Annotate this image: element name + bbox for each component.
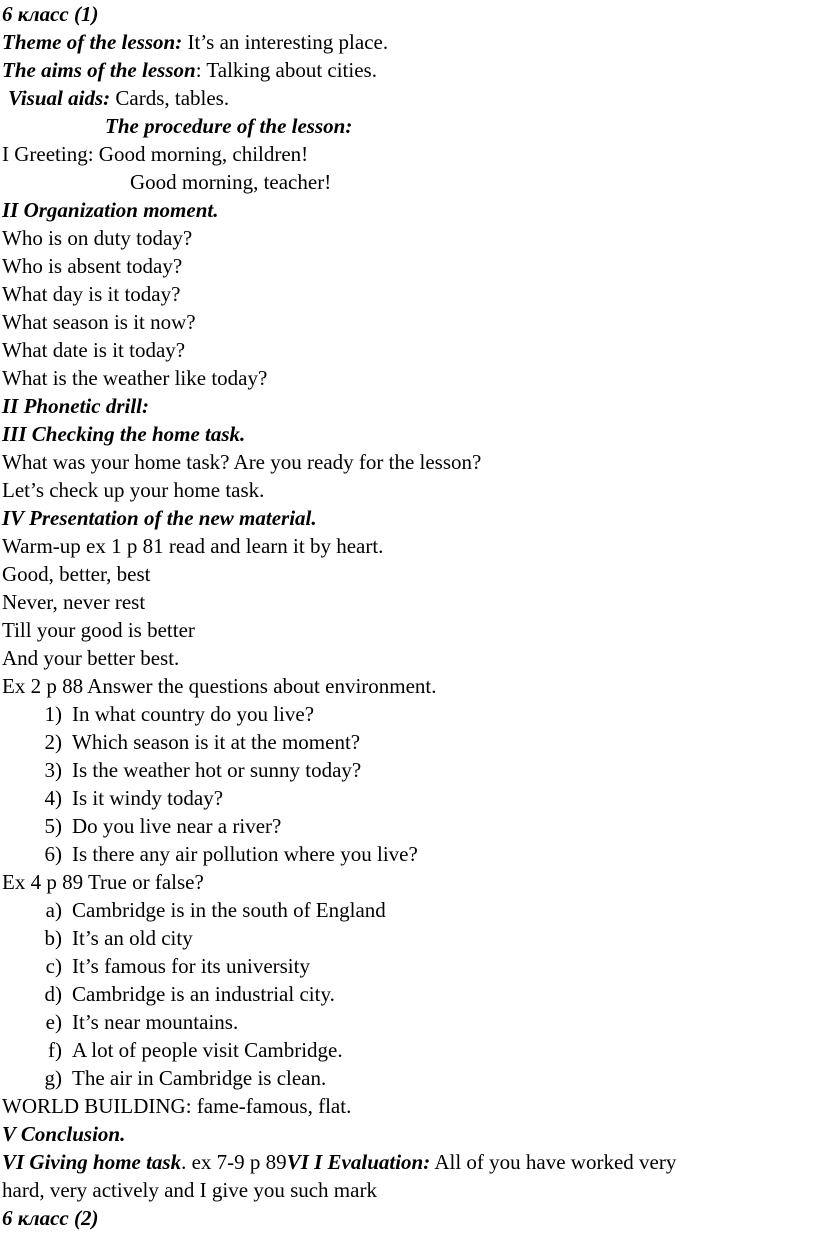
theme-line bbox=[2, 28, 388, 56]
org-question: What is the weather like today? bbox=[2, 366, 268, 390]
list-item bbox=[30, 784, 223, 812]
list-text: Which season is it at the moment? bbox=[72, 730, 361, 754]
list-text: Is it windy today? bbox=[72, 786, 224, 810]
poem-line: And your better best. bbox=[2, 646, 180, 670]
list-marker: 1) bbox=[44, 702, 62, 726]
list-item bbox=[30, 840, 418, 868]
homework-heading: III Checking the home task. bbox=[2, 422, 246, 446]
org-question: Who is absent today? bbox=[2, 254, 183, 278]
list-marker: f) bbox=[48, 1038, 62, 1062]
evaluation-text: All of you have worked very bbox=[430, 1150, 677, 1174]
theme-value: It’s an interesting place. bbox=[182, 30, 389, 54]
list-text: The air in Cambridge is clean. bbox=[72, 1066, 327, 1090]
aims-line bbox=[2, 56, 377, 84]
visual-aids-label: Visual aids: bbox=[8, 86, 111, 110]
list-marker: c) bbox=[45, 954, 62, 978]
list-text: Is there any air pollution where you live? bbox=[72, 842, 418, 866]
list-marker: 2) bbox=[44, 730, 62, 754]
list-text: It’s famous for its university bbox=[72, 954, 310, 978]
giving-home-task-heading: VI Giving home task bbox=[2, 1150, 182, 1174]
procedure-title: The procedure of the lesson: bbox=[105, 114, 353, 138]
list-text: Cambridge is in the south of England bbox=[72, 898, 386, 922]
homework-line-2: Let’s check up your home task. bbox=[2, 478, 265, 502]
list-marker: b) bbox=[44, 926, 62, 950]
list-item bbox=[30, 896, 386, 924]
greeting-line-2: Good morning, teacher! bbox=[130, 170, 332, 194]
aims-value: : Talking about cities. bbox=[195, 58, 377, 82]
list-item bbox=[30, 756, 361, 784]
list-text: It’s near mountains. bbox=[72, 1010, 239, 1034]
list-item bbox=[30, 952, 310, 980]
org-question: Who is on duty today? bbox=[2, 226, 193, 250]
giving-home-task-line bbox=[2, 1148, 676, 1176]
org-question: What day is it today? bbox=[2, 282, 181, 306]
list-item bbox=[30, 728, 360, 756]
list-text: Do you live near a river? bbox=[72, 814, 282, 838]
list-text: A lot of people visit Cambridge. bbox=[72, 1038, 343, 1062]
list-text: In what country do you live? bbox=[72, 702, 315, 726]
list-item bbox=[30, 1036, 343, 1064]
list-item bbox=[30, 924, 193, 952]
world-building-line: WORLD BUILDING: fame-famous, flat. bbox=[2, 1094, 352, 1118]
poem-line: Good, better, best bbox=[2, 562, 151, 586]
evaluation-label: VI I Evaluation: bbox=[286, 1150, 431, 1174]
greeting-line-1: I Greeting: Good morning, children! bbox=[2, 142, 309, 166]
list-text: Cambridge is an industrial city. bbox=[72, 982, 335, 1006]
class-label-2: 6 класс (2) bbox=[2, 1206, 99, 1230]
ex4-line: Ex 4 p 89 True or false? bbox=[2, 870, 204, 894]
list-marker: a) bbox=[45, 898, 62, 922]
theme-label: Theme of the lesson: bbox=[2, 30, 183, 54]
list-text: It’s an old city bbox=[72, 926, 193, 950]
aims-label: The aims of the lesson bbox=[2, 58, 196, 82]
list-item bbox=[30, 700, 314, 728]
list-marker: 5) bbox=[44, 814, 62, 838]
giving-home-task-text: . ex 7-9 p 89 bbox=[181, 1150, 287, 1174]
visual-aids-value: Cards, tables. bbox=[110, 86, 230, 110]
poem-line: Till your good is better bbox=[2, 618, 195, 642]
visual-aids-line bbox=[8, 84, 229, 112]
list-item bbox=[30, 812, 281, 840]
list-item bbox=[30, 1064, 326, 1092]
ex2-line: Ex 2 p 88 Answer the questions about environment. bbox=[2, 674, 437, 698]
presentation-heading: IV Presentation of the new material. bbox=[2, 506, 317, 530]
list-marker: 6) bbox=[44, 842, 62, 866]
list-marker: e) bbox=[45, 1010, 62, 1034]
list-item bbox=[30, 980, 335, 1008]
evaluation-line-2: hard, very actively and I give you such mark bbox=[2, 1178, 377, 1202]
org-question: What season is it now? bbox=[2, 310, 196, 334]
org-heading: II Organization moment. bbox=[2, 198, 219, 222]
warmup-line: Warm-up ex 1 p 81 read and learn it by heart. bbox=[2, 534, 384, 558]
phonetic-heading: II Phonetic drill: bbox=[2, 394, 150, 418]
list-text: Is the weather hot or sunny today? bbox=[72, 758, 362, 782]
list-marker: 4) bbox=[44, 786, 62, 810]
conclusion-heading: V Conclusion. bbox=[2, 1122, 126, 1146]
list-marker: 3) bbox=[44, 758, 62, 782]
list-marker: g) bbox=[44, 1066, 62, 1090]
list-marker: d) bbox=[44, 982, 62, 1006]
org-question: What date is it today? bbox=[2, 338, 186, 362]
class-label-1: 6 класс (1) bbox=[2, 2, 99, 26]
poem-line: Never, never rest bbox=[2, 590, 146, 614]
homework-line-1: What was your home task? Are you ready for the lesson? bbox=[2, 450, 482, 474]
list-item bbox=[30, 1008, 238, 1036]
